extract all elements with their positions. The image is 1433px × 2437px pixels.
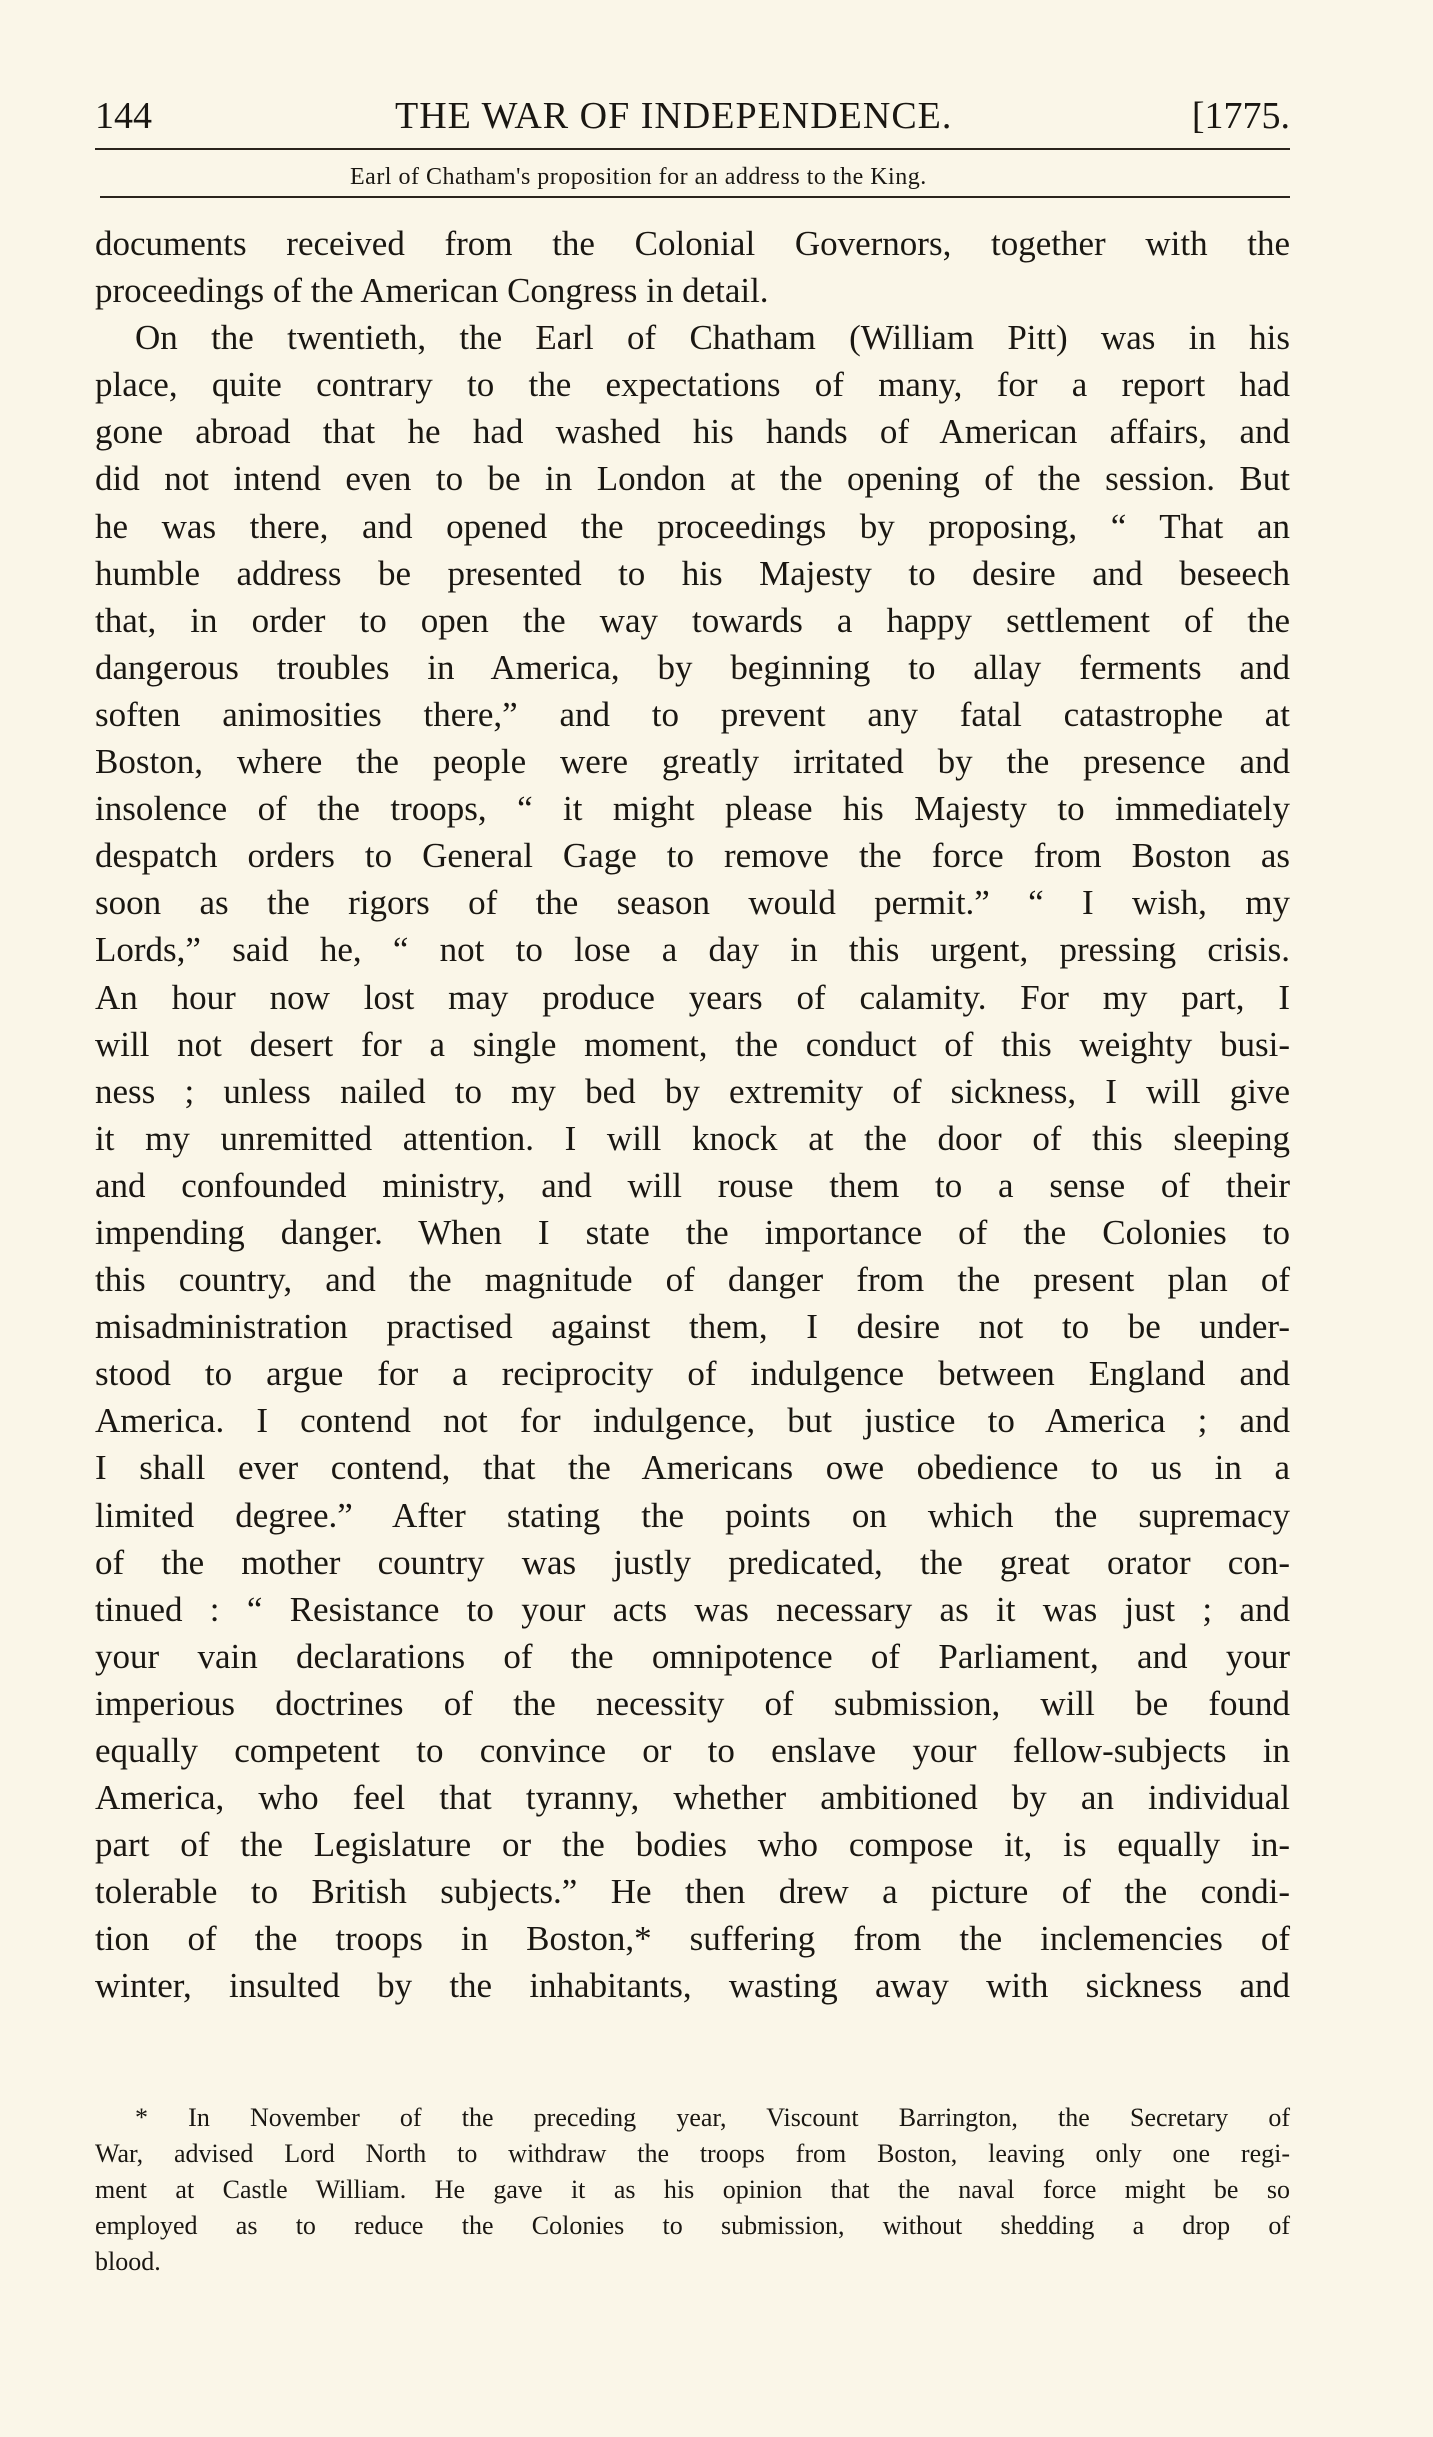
text-line: America. I contend not for indulgence, but justice to America ; and [95,1401,1290,1441]
text-line: will not desert for a single moment, the conduct of this weighty busi- [95,1024,1290,1064]
text-line: winter, insulted by the inhabitants, wasting away with sickness and [95,1966,1290,2006]
text-line: part of the Legislature or the bodies who compose it, is equally in- [95,1825,1290,1865]
header-rule-top [95,148,1290,150]
footnote-line: ment at Castle William. He gave it as his opinion that the naval force might be so [95,2175,1290,2204]
text-line: despatch orders to General Gage to remove the force from Boston as [95,836,1290,876]
page-number: 144 [95,95,152,137]
text-line: stood to argue for a reciprocity of indulgence between England and [95,1354,1290,1394]
text-line: tinued : “ Resistance to your acts was necessary as it was just ; and [95,1589,1290,1629]
text-line: did not intend even to be in London at the opening of the session. But [95,459,1290,499]
text-line: impending danger. When I state the importance of the Colonies to [95,1212,1290,1252]
footnote-line: blood. [95,2247,161,2276]
text-line: tion of the troops in Boston,* suffering from the inclemencies of [95,1919,1290,1959]
text-line: and confounded ministry, and will rouse them to a sense of their [95,1165,1290,1205]
text-line: gone abroad that he had washed his hands of American affairs, and [95,412,1290,452]
text-line: of the mother country was justly predicated, the great orator con- [95,1542,1290,1582]
text-line: I shall ever contend, that the Americans owe obedience to us in a [95,1448,1290,1488]
text-line: dangerous troubles in America, by beginning to allay ferments and [95,647,1290,687]
text-line: On the twentieth, the Earl of Chatham (William Pitt) was in his [135,318,1290,358]
text-line: proceedings of the American Congress in detail. [95,271,769,311]
text-line: documents received from the Colonial Governors, together with the [95,224,1290,263]
text-line: it my unremitted attention. I will knock at the door of this sleeping [95,1118,1290,1158]
text-line: imperious doctrines of the necessity of submission, will be found [95,1683,1290,1723]
text-line: America, who feel that tyranny, whether ambitioned by an individual [95,1778,1290,1818]
chapter-subheading: Earl of Chatham's proposition for an address to the King. [350,164,927,190]
main-text [95,220,1290,2010]
text-line: ness ; unless nailed to my bed by extremity of sickness, I will give [95,1071,1290,1111]
text-line: humble address be presented to his Majesty to desire and beseech [95,553,1290,593]
text-line: Boston, where the people were greatly irritated by the presence and [95,742,1290,782]
book-title: THE WAR OF INDEPENDENCE. [395,95,953,137]
text-line: he was there, and opened the proceedings by proposing, “ That an [95,506,1290,546]
text-line: this country, and the magnitude of danger from the present plan of [95,1260,1290,1300]
header-rule-bottom [100,196,1290,198]
footnote-line: * In November of the preceding year, Viscount Barrington, the Secretary of [135,2103,1290,2132]
text-line: soon as the rigors of the season would permit.” “ I wish, my [95,883,1290,923]
footnote-line: War, advised Lord North to withdraw the troops from Boston, leaving only one regi- [95,2139,1290,2168]
text-line: An hour now lost may produce years of calamity. For my part, I [95,977,1290,1017]
text-line: insolence of the troops, “ it might please his Majesty to immediately [95,789,1290,829]
text-line: equally competent to convince or to enslave your fellow-subjects in [95,1731,1290,1770]
footnote [95,2100,1290,2280]
text-line: tolerable to British subjects.” He then drew a picture of the condi- [95,1872,1290,1912]
text-line: place, quite contrary to the expectations of many, for a report had [95,365,1290,405]
running-head [95,92,1290,140]
text-line: Lords,” said he, “ not to lose a day in this urgent, pressing crisis. [95,930,1290,970]
text-line: your vain declarations of the omnipotence of Parliament, and your [95,1636,1290,1676]
year-marker: [1775. [1191,95,1290,137]
text-line: soften animosities there,” and to prevent any fatal catastrophe at [95,694,1290,734]
text-line: that, in order to open the way towards a happy settlement of the [95,600,1290,640]
footnote-line: employed as to reduce the Colonies to submission, without shedding a drop of [95,2211,1290,2240]
text-line: misadministration practised against them, I desire not to be under- [95,1307,1290,1347]
text-line: limited degree.” After stating the points on which the supremacy [95,1495,1290,1535]
